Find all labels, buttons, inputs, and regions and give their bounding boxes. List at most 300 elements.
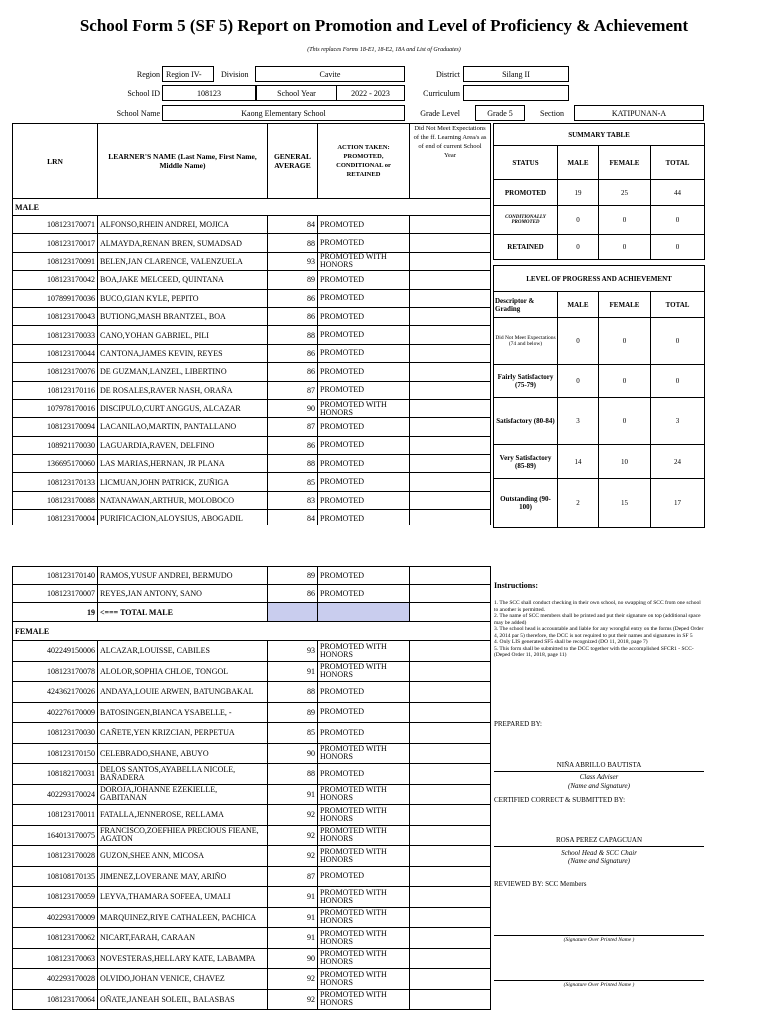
learner-dnme [410, 825, 491, 846]
progress-cell: 10 [599, 445, 651, 479]
learner-lrn: 402293170024 [13, 784, 98, 805]
head-role: School Head & SCC Chair [561, 849, 637, 857]
learner-dnme [410, 805, 491, 826]
learner-row [13, 969, 491, 990]
learner-action: PROMOTED [318, 326, 410, 344]
col-lrn: LRN [13, 124, 98, 199]
learner-average: 88 [268, 764, 318, 785]
learner-dnme [410, 234, 491, 252]
learner-average: 86 [268, 307, 318, 325]
progress-cell: 0 [599, 318, 651, 365]
learner-row [13, 989, 491, 1010]
school-name-label: School Name [116, 109, 160, 118]
learner-average: 92 [268, 989, 318, 1010]
learner-average: 88 [268, 326, 318, 344]
learner-dnme [410, 473, 491, 491]
learner-dnme [410, 252, 491, 270]
learner-average: 86 [268, 363, 318, 381]
learner-action: PROMOTED WITH HONORS [318, 907, 410, 928]
learner-lrn: 108123170042 [13, 271, 98, 289]
total-male-count: 19 [13, 603, 98, 622]
curriculum-field [463, 85, 569, 101]
learner-dnme [410, 682, 491, 703]
learner-action: PROMOTED WITH HONORS [318, 743, 410, 764]
progress-cell: 17 [651, 479, 705, 528]
learner-action: PROMOTED [318, 723, 410, 744]
progress-cell: 0 [599, 398, 651, 445]
learner-row [13, 866, 491, 887]
learner-average: 84 [268, 216, 318, 234]
learner-name: FATALLA,JENNEROSE, RELLAMA [98, 805, 268, 826]
learner-row [13, 473, 491, 491]
progress-cell: Satisfactory (80-84) [494, 398, 558, 445]
learner-row [13, 234, 491, 252]
learner-action: PROMOTED [318, 510, 410, 528]
learner-average: 91 [268, 887, 318, 908]
learner-name: FRANCISCO,ZOEFHIEA PRECIOUS FIEANE, AGATON [98, 825, 268, 846]
learner-name: ANDAYA,LOUIE ARWEN, BATUNGBAKAL [98, 682, 268, 703]
learner-lrn: 402293170028 [13, 969, 98, 990]
learner-row [13, 436, 491, 454]
progress-cell: 0 [599, 365, 651, 398]
adviser-name: NIÑA ABRILLO BAUTISTA [556, 761, 642, 769]
summary-cell: 19 [558, 180, 599, 206]
prepared-by-label: PREPARED BY: [494, 720, 542, 728]
learner-name: LAGUARDIA,RAVEN, DELFINO [98, 436, 268, 454]
col-action: ACTION TAKEN: PROMOTED, CONDITIONAL or RETAINED [318, 124, 410, 199]
learner-name: ALFONSO,RHEIN ANDREI, MOJICA [98, 216, 268, 234]
learner-lrn: 108123170043 [13, 307, 98, 325]
learner-average: 92 [268, 805, 318, 826]
learner-lrn: 402293170009 [13, 907, 98, 928]
learner-row [13, 887, 491, 908]
learner-name: BOA,JAKE MELCEED, QUINTANA [98, 271, 268, 289]
learner-action: PROMOTED [318, 216, 410, 234]
learner-name: JIMENEZ,LOVERANE MAY, ARIÑO [98, 866, 268, 887]
district-field: Silang II [463, 66, 569, 82]
instructions-title: Instructions: [494, 581, 539, 590]
summary-cell: RETAINED [494, 235, 558, 260]
learner-row [13, 363, 491, 381]
learner-lrn: 164013170075 [13, 825, 98, 846]
learner-lrn: 108123170059 [13, 887, 98, 908]
summary-row [494, 235, 705, 260]
learner-average: 91 [268, 784, 318, 805]
progress-cell: 14 [558, 445, 599, 479]
learner-average: 92 [268, 846, 318, 867]
progress-row [494, 445, 705, 479]
progress-header: TOTAL [651, 292, 705, 318]
learner-action: PROMOTED WITH HONORS [318, 989, 410, 1010]
learner-action: PROMOTED [318, 271, 410, 289]
progress-cell: 0 [651, 365, 705, 398]
learner-average: 86 [268, 585, 318, 603]
learner-average: 92 [268, 825, 318, 846]
learner-action: PROMOTED WITH HONORS [318, 661, 410, 682]
learner-row [13, 702, 491, 723]
progress-cell: 15 [599, 479, 651, 528]
learner-dnme [410, 381, 491, 399]
summary-cell: 0 [599, 235, 651, 260]
learner-lrn: 108123170078 [13, 661, 98, 682]
learner-lrn: 108123170063 [13, 948, 98, 969]
progress-cell: Very Satisfactory (85-89) [494, 445, 558, 479]
learner-average: 90 [268, 399, 318, 417]
learner-lrn: 108123170011 [13, 805, 98, 826]
learner-lrn: 108123170044 [13, 344, 98, 362]
summary-row [494, 180, 705, 206]
learner-lrn: 108123170028 [13, 846, 98, 867]
learner-lrn: 108123170004 [13, 510, 98, 528]
learner-average: 93 [268, 252, 318, 270]
summary-cell: 0 [558, 235, 599, 260]
learner-average: 86 [268, 289, 318, 307]
learner-row [13, 567, 491, 585]
learner-action: PROMOTED WITH HONORS [318, 641, 410, 662]
learner-row [13, 418, 491, 436]
school-year-label: School Year [256, 85, 336, 101]
learner-lrn: 402249150006 [13, 641, 98, 662]
progress-title: LEVEL OF PROGRESS AND ACHIEVEMENT [494, 266, 705, 292]
learner-name: MARQUINEZ,RIYE CATHALEEN, PACHICA [98, 907, 268, 928]
learner-lrn: 108123170140 [13, 567, 98, 585]
learner-name: DELOS SANTOS,AYABELLA NICOLE, BAÑADERA [98, 764, 268, 785]
learner-lrn: 424362170026 [13, 682, 98, 703]
learner-average: 89 [268, 271, 318, 289]
summary-cell: 0 [651, 206, 705, 235]
learner-dnme [410, 969, 491, 990]
col-dnme: Did Not Meet Expectations of the ff. Learning Area/s as of end of current School Year [410, 124, 491, 199]
summary-header: TOTAL [651, 146, 705, 180]
division-field: Cavite [255, 66, 405, 82]
school-id-label: School ID [127, 89, 160, 98]
learner-average: 92 [268, 969, 318, 990]
division-label: Division [221, 70, 249, 79]
progress-header: Descriptor & Grading [494, 292, 558, 318]
learner-lrn: 108123170116 [13, 381, 98, 399]
progress-cell: 3 [558, 398, 599, 445]
learner-name: DISCIPULO,CURT ANGGUS, ALCAZAR [98, 399, 268, 417]
head-note: (Name and Signature) [568, 857, 630, 865]
learner-action: PROMOTED WITH HONORS [318, 252, 410, 270]
learner-action: PROMOTED WITH HONORS [318, 969, 410, 990]
learner-row [13, 344, 491, 362]
progress-row [494, 365, 705, 398]
learner-lrn: 107978170016 [13, 399, 98, 417]
learner-name: DE ROSALES,RAVER NASH, ORAÑA [98, 381, 268, 399]
learner-dnme [410, 784, 491, 805]
learner-average: 89 [268, 567, 318, 585]
region-field: Region IV- [162, 66, 214, 82]
grade-level-field: Grade 5 [475, 105, 525, 121]
learner-lrn: 108123170150 [13, 743, 98, 764]
learner-row [13, 948, 491, 969]
summary-title: SUMMARY TABLE [494, 124, 705, 146]
learner-action: PROMOTED [318, 455, 410, 473]
learner-name: LAS MARIAS,HERNAN, JR PLANA [98, 455, 268, 473]
learner-row [13, 784, 491, 805]
learner-dnme [410, 436, 491, 454]
grade-level-label: Grade Level [420, 109, 460, 118]
learner-action: PROMOTED [318, 567, 410, 585]
instruction-item: 5. This form shall be submitted to the DCC together with the accomplished SFCR1 - SCC- (Deped Order 11, 2018, page 11) [494, 645, 694, 658]
learner-dnme [410, 491, 491, 509]
progress-row [494, 398, 705, 445]
learner-action: PROMOTED [318, 289, 410, 307]
summary-cell: 25 [599, 180, 651, 206]
learner-lrn: 108123170094 [13, 418, 98, 436]
progress-cell: Did Not Meet Expectations (74 and below) [494, 318, 558, 365]
learner-dnme [410, 948, 491, 969]
certified-label: CERTIFIED CORRECT & SUBMITTED BY: [494, 796, 626, 804]
summary-cell: 0 [599, 206, 651, 235]
progress-cell: 24 [651, 445, 705, 479]
page-break [0, 525, 768, 555]
progress-header: MALE [558, 292, 599, 318]
learner-average: 87 [268, 418, 318, 436]
learner-action: PROMOTED WITH HONORS [318, 846, 410, 867]
learner-name: BELEN,JAN CLARENCE, VALENZUELA [98, 252, 268, 270]
progress-row [494, 318, 705, 365]
learner-lrn: 108123170062 [13, 928, 98, 949]
learner-name: LICMUAN,JOHN PATRICK, ZUÑIGA [98, 473, 268, 491]
learner-average: 91 [268, 928, 318, 949]
learner-average: 91 [268, 907, 318, 928]
progress-table [493, 265, 705, 528]
learner-average: 88 [268, 682, 318, 703]
section-label: Section [540, 109, 564, 118]
learner-dnme [410, 399, 491, 417]
learner-name: OÑATE,JANEAH SOLEIL, BALASBAS [98, 989, 268, 1010]
learner-average: 88 [268, 455, 318, 473]
learner-row [13, 326, 491, 344]
learner-lrn: 108182170031 [13, 764, 98, 785]
summary-header: MALE [558, 146, 599, 180]
learner-dnme [410, 928, 491, 949]
instruction-item: 1. The SCC shall conduct checking in their own school, no swapping of SCC from one school to another is permitted. [494, 600, 701, 613]
progress-header: FEMALE [599, 292, 651, 318]
learner-row [13, 846, 491, 867]
learner-row [13, 491, 491, 509]
learner-action: PROMOTED [318, 491, 410, 509]
summary-cell: 0 [558, 206, 599, 235]
learner-lrn: 107899170036 [13, 289, 98, 307]
head-name: ROSA PEREZ CAPAGCUAN [555, 836, 643, 844]
instructions-list [494, 600, 704, 659]
curriculum-label: Curriculum [423, 89, 460, 98]
learner-action: PROMOTED [318, 363, 410, 381]
learner-action: PROMOTED [318, 585, 410, 603]
instruction-item: 4. Only LIS generated SF5 shall be recognized (DO 11, 2018, page 7) [494, 639, 648, 645]
learner-name: OLVIDO,JOHAN VENICE, CHAVEZ [98, 969, 268, 990]
progress-cell: Fairly Satisfactory (75-79) [494, 365, 558, 398]
school-name-field: Kaong Elementary School [162, 105, 405, 121]
learner-name: NATANAWAN,ARTHUR, MOLOBOCO [98, 491, 268, 509]
learner-dnme [410, 216, 491, 234]
learner-average: 91 [268, 661, 318, 682]
learner-dnme [410, 344, 491, 362]
learner-average: 90 [268, 948, 318, 969]
learner-name: NOVESTERAS,HELLARY KATE, LABAMPA [98, 948, 268, 969]
school-id-field: 108123 [162, 85, 256, 101]
learner-lrn: 108123170030 [13, 723, 98, 744]
learner-name: DOROJA,JOHANNE EZEKIELLE, GABITANAN [98, 784, 268, 805]
learner-dnme [410, 271, 491, 289]
learner-action: PROMOTED WITH HONORS [318, 805, 410, 826]
learner-name: LEYVA,THAMARA SOFEEA, UMALI [98, 887, 268, 908]
learner-action: PROMOTED [318, 234, 410, 252]
learner-action: PROMOTED WITH HONORS [318, 928, 410, 949]
learner-name: GUZON,SHEE ANN, MICOSA [98, 846, 268, 867]
scc-signature-1: (Signature Over Printed Name ) [563, 937, 635, 943]
progress-cell: 0 [558, 318, 599, 365]
learner-lrn: 108123170076 [13, 363, 98, 381]
learner-name: NICART,FARAH, CARAAN [98, 928, 268, 949]
learner-row [13, 307, 491, 325]
learner-row [13, 723, 491, 744]
reviewed-label: REVIEWED BY: SCC Members [494, 880, 587, 888]
learner-dnme [410, 866, 491, 887]
learner-lrn: 108123170133 [13, 473, 98, 491]
section-field: KATIPUNAN-A [574, 105, 704, 121]
learner-name: CELEBRADO,SHANE, ABUYO [98, 743, 268, 764]
learner-lrn: 108123170007 [13, 585, 98, 603]
learner-lrn: 108921170030 [13, 436, 98, 454]
learner-lrn: 108123170071 [13, 216, 98, 234]
progress-cell: Outstanding (90-100) [494, 479, 558, 528]
learner-dnme [410, 723, 491, 744]
learner-name: PURIFICACION,ALOYSIUS, ABOGADIL [98, 510, 268, 528]
learner-dnme [410, 661, 491, 682]
learner-action: PROMOTED [318, 344, 410, 362]
learner-action: PROMOTED WITH HONORS [318, 887, 410, 908]
learner-dnme [410, 289, 491, 307]
total-male-row [13, 603, 491, 622]
learner-row [13, 907, 491, 928]
learner-dnme [410, 455, 491, 473]
learner-name: ALCAZAR,LOUISSE, CABILES [98, 641, 268, 662]
learner-name: CANTONA,JAMES KEVIN, REYES [98, 344, 268, 362]
learner-row [13, 289, 491, 307]
learner-row [13, 682, 491, 703]
learner-dnme [410, 418, 491, 436]
learner-row [13, 764, 491, 785]
male-section-label: MALE [13, 199, 491, 216]
learner-row [13, 743, 491, 764]
learner-average: 93 [268, 641, 318, 662]
learner-dnme [410, 887, 491, 908]
learner-lrn: 108123170088 [13, 491, 98, 509]
progress-cell: 3 [651, 398, 705, 445]
learner-table [12, 123, 491, 529]
learner-action: PROMOTED [318, 764, 410, 785]
learner-name: ALOLOR,SOPHIA CHLOE, TONGOL [98, 661, 268, 682]
learner-dnme [410, 363, 491, 381]
learner-dnme [410, 326, 491, 344]
adviser-role: Class Adviser [579, 773, 619, 781]
learner-table-continued [12, 566, 491, 1010]
instruction-item: 3. The school head is accountable and liable for any wrongful entry on the forms (Deped Order 4, 2014 par 5) therefore, the DCC is not required to put their names and signatures in SF 5 [494, 626, 704, 639]
learner-lrn: 136695170060 [13, 455, 98, 473]
learner-action: PROMOTED [318, 436, 410, 454]
learner-average: 87 [268, 381, 318, 399]
learner-dnme [410, 764, 491, 785]
progress-cell: 0 [558, 365, 599, 398]
summary-cell: 44 [651, 180, 705, 206]
learner-dnme [410, 641, 491, 662]
learner-name: CANO,YOHAN GABRIEL, PILI [98, 326, 268, 344]
learner-name: LACANILAO,MARTIN, PANTALLANO [98, 418, 268, 436]
progress-cell: 0 [651, 318, 705, 365]
learner-dnme [410, 846, 491, 867]
learner-lrn: 108123170033 [13, 326, 98, 344]
learner-name: BATOSINGEN,BIANCA YSABELLE, - [98, 702, 268, 723]
learner-row [13, 641, 491, 662]
scc-signature-2: (Signature Over Printed Name ) [563, 982, 635, 988]
learner-row [13, 661, 491, 682]
progress-cell: 2 [558, 479, 599, 528]
learner-dnme [410, 307, 491, 325]
learner-row [13, 216, 491, 234]
learner-dnme [410, 567, 491, 585]
summary-row [494, 206, 705, 235]
learner-dnme [410, 743, 491, 764]
learner-average: 84 [268, 510, 318, 528]
learner-average: 86 [268, 436, 318, 454]
learner-average: 87 [268, 866, 318, 887]
learner-row [13, 585, 491, 603]
region-label: Region [136, 70, 160, 79]
col-average: GENERAL AVERAGE [268, 124, 318, 199]
learner-action: PROMOTED [318, 473, 410, 491]
learner-row [13, 252, 491, 270]
learner-action: PROMOTED [318, 702, 410, 723]
summary-cell: 0 [651, 235, 705, 260]
female-section-label: FEMALE [13, 622, 491, 641]
learner-average: 85 [268, 473, 318, 491]
district-label: District [436, 70, 460, 79]
page-subtitle: (This replaces Forms 18-E1, 18-E2, 18A and List of Graduates) [307, 47, 461, 53]
learner-dnme [410, 585, 491, 603]
progress-row [494, 479, 705, 528]
learner-name: DE GUZMAN,LANZEL, LIBERTINO [98, 363, 268, 381]
learner-action: PROMOTED [318, 682, 410, 703]
learner-row [13, 455, 491, 473]
learner-average: 83 [268, 491, 318, 509]
learner-action: PROMOTED WITH HONORS [318, 784, 410, 805]
learner-dnme [410, 907, 491, 928]
learner-name: BUTIONG,MASH BRANTZEL, BOA [98, 307, 268, 325]
learner-lrn: 108123170017 [13, 234, 98, 252]
summary-cell: CONDITIONALLY PROMOTED [494, 206, 558, 235]
school-year-field: 2022 - 2023 [336, 85, 405, 101]
learner-row [13, 271, 491, 289]
learner-average: 85 [268, 723, 318, 744]
learner-name: BUCO,GIAN KYLE, PEPITO [98, 289, 268, 307]
learner-average: 86 [268, 344, 318, 362]
learner-name: CAÑETE,YEN KRIZCIAN, PERPETUA [98, 723, 268, 744]
learner-action: PROMOTED [318, 307, 410, 325]
adviser-note: (Name and Signature) [568, 782, 630, 790]
learner-lrn: 108123170064 [13, 989, 98, 1010]
learner-action: PROMOTED WITH HONORS [318, 399, 410, 417]
instruction-item: 2. The name of SCC members shall be printed and put their signature on top (additional space may be added) [494, 613, 701, 626]
learner-row [13, 381, 491, 399]
learner-action: PROMOTED WITH HONORS [318, 948, 410, 969]
learner-action: PROMOTED [318, 381, 410, 399]
learner-action: PROMOTED WITH HONORS [318, 825, 410, 846]
learner-average: 89 [268, 702, 318, 723]
